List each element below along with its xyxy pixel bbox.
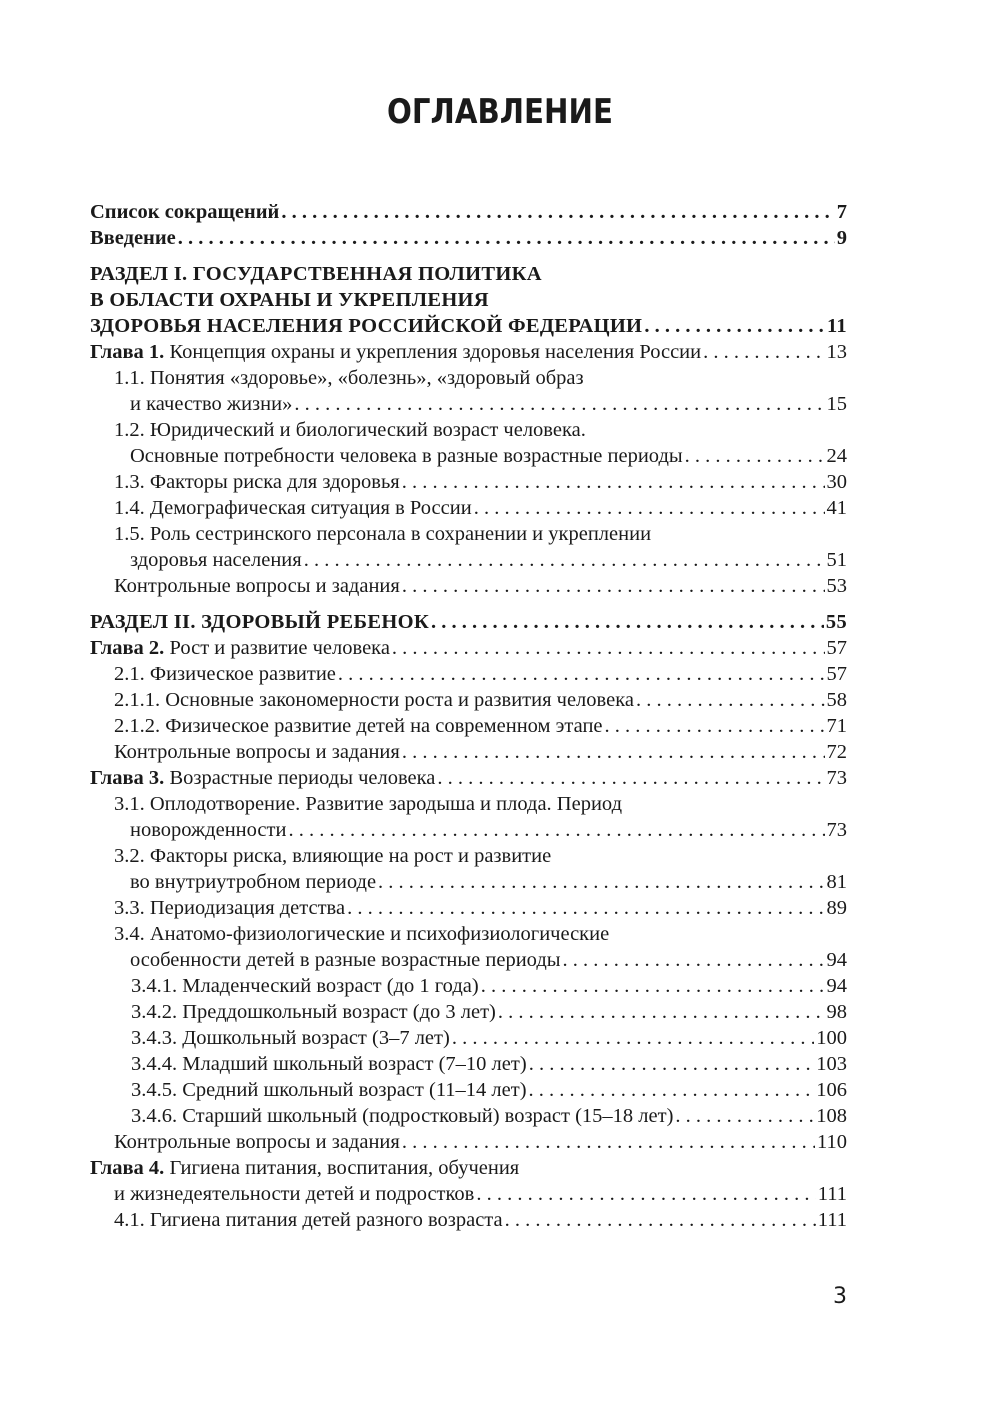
toc-entry bbox=[90, 417, 847, 443]
dot-leader bbox=[347, 895, 824, 921]
toc-entry-page: 30 bbox=[826, 471, 847, 493]
toc-entry-title: 3.4.1. Младенческий возраст (до 1 года) bbox=[131, 975, 479, 997]
dot-leader bbox=[685, 443, 825, 469]
dot-leader bbox=[605, 713, 825, 739]
toc-entry[interactable] bbox=[90, 1025, 847, 1051]
toc-entry-title: 1.1. Понятия «здоровье», «болезнь», «здоровый образ bbox=[114, 367, 584, 389]
toc-entry[interactable] bbox=[90, 391, 847, 417]
dot-leader bbox=[636, 687, 825, 713]
dot-leader bbox=[288, 817, 824, 843]
toc-entry-title: 1.3. Факторы риска для здоровья bbox=[114, 471, 400, 493]
toc-entry[interactable] bbox=[90, 713, 847, 739]
toc-entry-title: 3.3. Периодизация детства bbox=[114, 897, 346, 919]
toc-entry-title: 2.1. Физическое развитие bbox=[114, 663, 336, 685]
toc-entry-title: особенности детей в разные возрастные периоды bbox=[130, 949, 561, 971]
toc-entry-page: 71 bbox=[826, 715, 847, 737]
toc-entry-title: и качество жизни» bbox=[130, 393, 293, 415]
toc-entry-page: 111 bbox=[817, 1183, 847, 1205]
dot-leader bbox=[304, 547, 825, 573]
toc-entry[interactable] bbox=[90, 687, 847, 713]
toc-chapter-entry[interactable] bbox=[90, 765, 847, 791]
toc-entry-title: 3.4.2. Преддошкольный возраст (до 3 лет) bbox=[131, 1001, 496, 1023]
toc-section-heading bbox=[90, 287, 847, 313]
toc-entry-title: 3.4.3. Дошкольный возраст (3–7 лет) bbox=[131, 1027, 450, 1049]
dot-leader bbox=[402, 739, 825, 765]
toc-entry-title: ЗДОРОВЬЯ НАСЕЛЕНИЯ РОССИЙСКОЙ ФЕДЕРАЦИИ bbox=[90, 315, 643, 337]
dot-leader bbox=[402, 573, 825, 599]
toc-entry-title: РАЗДЕЛ I. ГОСУДАРСТВЕННАЯ ПОЛИТИКА bbox=[90, 263, 542, 285]
dot-leader bbox=[529, 1051, 815, 1077]
dot-leader bbox=[281, 199, 834, 225]
dot-leader bbox=[178, 225, 835, 251]
toc-entry-page: 13 bbox=[826, 341, 847, 363]
toc-entry-title: 2.1.2. Физическое развитие детей на современном этапе bbox=[114, 715, 603, 737]
toc-entry bbox=[90, 521, 847, 547]
chapter-label: Глава 2. bbox=[90, 637, 165, 659]
toc-entry-page: 24 bbox=[826, 445, 847, 467]
toc-entry-page: 15 bbox=[826, 393, 847, 415]
dot-leader bbox=[505, 1207, 816, 1233]
toc-entry[interactable] bbox=[90, 573, 847, 599]
toc-entry-title: Введение bbox=[90, 227, 176, 249]
toc-entry[interactable] bbox=[90, 313, 847, 339]
toc-entry-title: Список сокращений bbox=[90, 201, 280, 223]
toc-entry-title: 4.1. Гигиена питания детей разного возраста bbox=[114, 1209, 503, 1231]
dot-leader bbox=[338, 661, 825, 687]
toc-entry[interactable] bbox=[90, 817, 847, 843]
dot-leader bbox=[563, 947, 825, 973]
page-number: 3 bbox=[833, 1284, 847, 1309]
toc-entry-page: 94 bbox=[826, 949, 847, 971]
toc-entry-title: Основные потребности человека в разные возрастные периоды bbox=[130, 445, 683, 467]
dot-leader bbox=[703, 339, 824, 365]
toc-entry[interactable] bbox=[90, 947, 847, 973]
toc-entry-title: Рост и развитие человека bbox=[164, 637, 390, 659]
toc-entry-title: 1.5. Роль сестринского персонала в сохранении и укреплении bbox=[114, 523, 652, 545]
toc-entry[interactable] bbox=[90, 869, 847, 895]
chapter-label: Глава 1. bbox=[90, 341, 165, 363]
toc-entry-title: 3.1. Оплодотворение. Развитие зародыша и плода. Период bbox=[114, 793, 623, 815]
page-title: ОГЛАВЛЕНИЕ bbox=[387, 92, 613, 132]
toc-entry-title: 2.1.1. Основные закономерности роста и развития человека bbox=[114, 689, 634, 711]
dot-leader bbox=[437, 765, 824, 791]
toc-entry-title: Контрольные вопросы и задания bbox=[114, 575, 400, 597]
toc-entry-title: Возрастные периоды человека bbox=[164, 767, 436, 789]
dot-leader bbox=[392, 635, 825, 661]
toc-entry-title: 3.4. Анатомо-физиологические и психофизиологические bbox=[114, 923, 610, 945]
toc-entry-page: 81 bbox=[826, 871, 847, 893]
toc-entry-page: 73 bbox=[826, 767, 847, 789]
toc-entry-page: 9 bbox=[836, 227, 847, 249]
dot-leader bbox=[474, 495, 825, 521]
toc-entry-title: 3.4.4. Младший школьный возраст (7–10 лет) bbox=[131, 1053, 527, 1075]
dot-leader bbox=[378, 869, 824, 895]
toc-entry-title: Концепция охраны и укрепления здоровья населения России bbox=[164, 341, 702, 363]
toc-entry[interactable] bbox=[90, 495, 847, 521]
toc-entry-title: Гигиена питания, воспитания, обучения bbox=[164, 1157, 520, 1179]
toc-entry[interactable] bbox=[90, 999, 847, 1025]
toc-entry-page: 41 bbox=[826, 497, 847, 519]
toc-entry-page: 111 bbox=[817, 1209, 847, 1231]
toc-chapter-entry bbox=[90, 1155, 847, 1181]
toc-entry bbox=[90, 843, 847, 869]
dot-leader bbox=[529, 1077, 815, 1103]
toc-entry-page: 94 bbox=[826, 975, 847, 997]
toc-entry-page: 98 bbox=[826, 1001, 847, 1023]
toc-entry-title: В ОБЛАСТИ ОХРАНЫ И УКРЕПЛЕНИЯ bbox=[90, 289, 489, 311]
toc-chapter-entry[interactable] bbox=[90, 339, 847, 365]
dot-leader bbox=[644, 313, 825, 339]
toc-entry-title: во внутриутробном периоде bbox=[130, 871, 377, 893]
chapter-label: Глава 4. bbox=[90, 1157, 165, 1179]
toc-entry[interactable] bbox=[90, 1051, 847, 1077]
toc-entry-page: 106 bbox=[816, 1079, 847, 1101]
dot-leader bbox=[402, 469, 825, 495]
toc-entry[interactable] bbox=[90, 443, 847, 469]
dot-leader bbox=[294, 391, 824, 417]
toc-entry[interactable] bbox=[90, 1129, 847, 1155]
toc-entry-title: новорожденности bbox=[130, 819, 287, 841]
toc-section-heading bbox=[90, 261, 847, 287]
toc-entry[interactable] bbox=[90, 199, 847, 225]
toc-entry-title: 1.2. Юридический и биологический возраст человека. bbox=[114, 419, 586, 441]
toc-entry-page: 110 bbox=[817, 1131, 847, 1153]
toc-entry[interactable] bbox=[90, 1103, 847, 1129]
toc-entry bbox=[90, 365, 847, 391]
toc-entry-page: 57 bbox=[826, 637, 847, 659]
toc-entry bbox=[90, 921, 847, 947]
toc-entry-page: 58 bbox=[826, 689, 847, 711]
toc-entry[interactable] bbox=[90, 1181, 847, 1207]
toc-entry[interactable] bbox=[90, 469, 847, 495]
toc-chapter-entry[interactable] bbox=[90, 635, 847, 661]
toc-entry-title: 3.4.6. Старший школьный (подростковый) возраст (15–18 лет) bbox=[131, 1105, 674, 1127]
table-of-contents bbox=[90, 199, 847, 1233]
toc-entry-title: 3.4.5. Средний школьный возраст (11–14 лет) bbox=[131, 1079, 527, 1101]
toc-entry[interactable] bbox=[90, 547, 847, 573]
toc-entry[interactable] bbox=[90, 895, 847, 921]
dot-leader bbox=[498, 999, 825, 1025]
toc-entry-page: 103 bbox=[816, 1053, 847, 1075]
toc-entry-title: Контрольные вопросы и задания bbox=[114, 741, 400, 763]
dot-leader bbox=[481, 973, 825, 999]
toc-entry-page: 72 bbox=[826, 741, 847, 763]
toc-entry-page: 51 bbox=[826, 549, 847, 571]
dot-leader bbox=[431, 609, 824, 635]
toc-entry-title: 3.2. Факторы риска, влияющие на рост и развитие bbox=[114, 845, 552, 867]
dot-leader bbox=[675, 1103, 814, 1129]
toc-entry[interactable] bbox=[90, 661, 847, 687]
dot-leader bbox=[402, 1129, 815, 1155]
toc-entry-page: 100 bbox=[816, 1027, 847, 1049]
toc-entry-title: 1.4. Демографическая ситуация в России bbox=[114, 497, 472, 519]
toc-entry-page: 89 bbox=[826, 897, 847, 919]
chapter-label: Глава 3. bbox=[90, 767, 165, 789]
toc-entry-title: здоровья населения bbox=[130, 549, 302, 571]
toc-entry-page: 7 bbox=[836, 201, 847, 223]
toc-entry-title: Контрольные вопросы и задания bbox=[114, 1131, 400, 1153]
dot-leader bbox=[476, 1181, 815, 1207]
toc-entry-page: 73 bbox=[826, 819, 847, 841]
toc-entry-page: 108 bbox=[816, 1105, 847, 1127]
toc-entry[interactable] bbox=[90, 1207, 847, 1233]
dot-leader bbox=[452, 1025, 814, 1051]
toc-entry-page: 11 bbox=[827, 315, 847, 337]
toc-entry-page: 55 bbox=[825, 611, 847, 633]
toc-entry-page: 53 bbox=[826, 575, 847, 597]
toc-entry[interactable] bbox=[90, 609, 847, 635]
toc-entry[interactable] bbox=[90, 973, 847, 999]
toc-entry-page: 57 bbox=[826, 663, 847, 685]
toc-entry[interactable] bbox=[90, 1077, 847, 1103]
toc-entry[interactable] bbox=[90, 739, 847, 765]
toc-entry bbox=[90, 791, 847, 817]
toc-entry-title: и жизнедеятельности детей и подростков bbox=[114, 1183, 475, 1205]
toc-entry-title: РАЗДЕЛ II. ЗДОРОВЫЙ РЕБЕНОК bbox=[90, 611, 429, 633]
toc-entry[interactable] bbox=[90, 225, 847, 251]
